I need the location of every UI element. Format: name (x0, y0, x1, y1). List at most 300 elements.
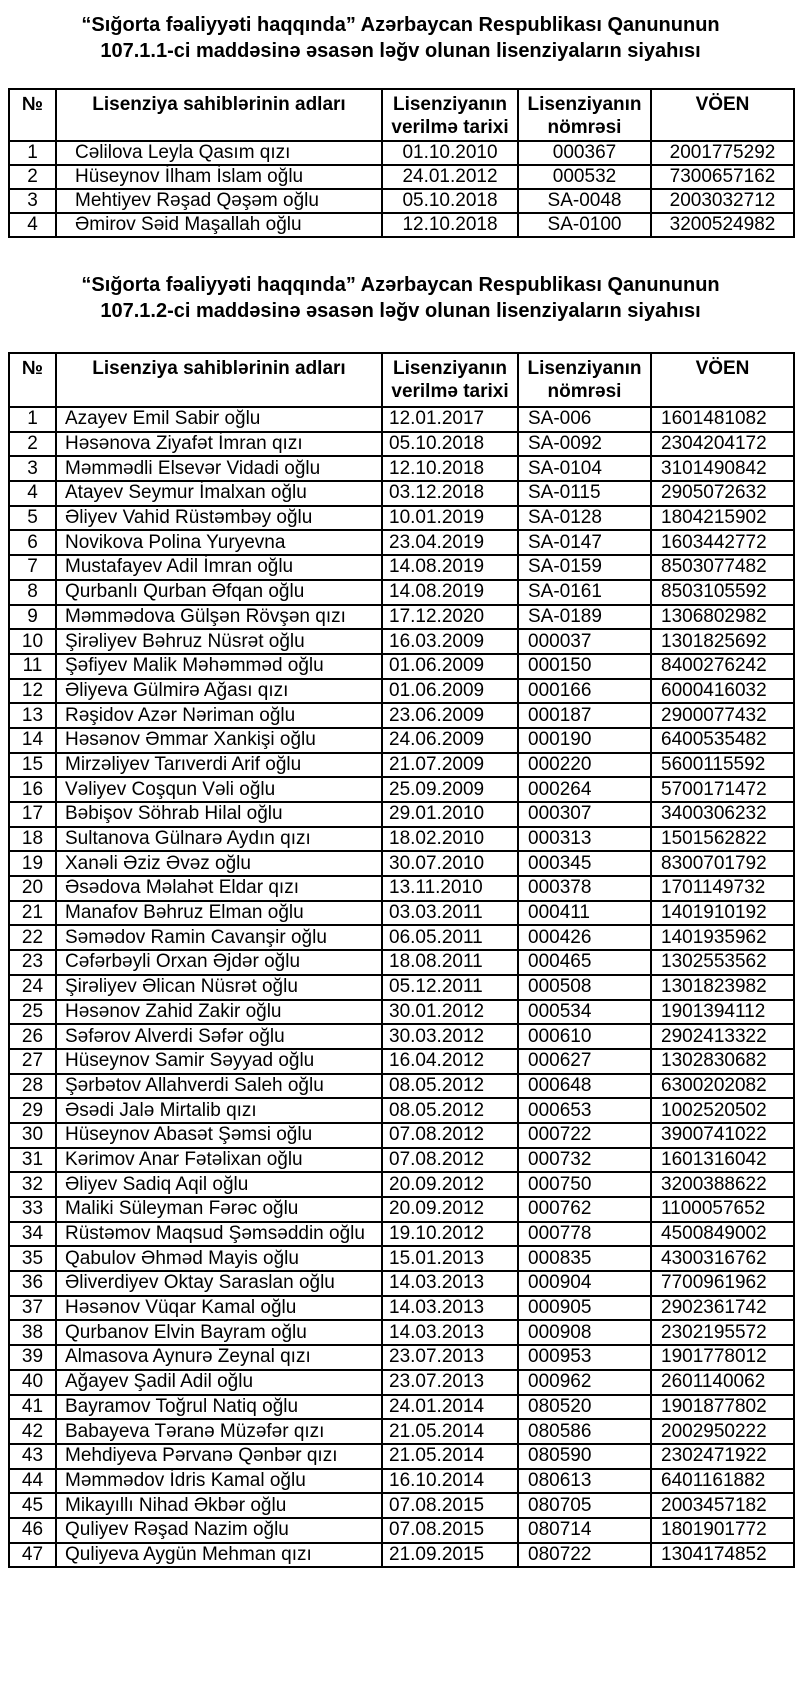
table-cell: 000345 (518, 851, 651, 876)
table-cell: 14.03.2013 (382, 1271, 518, 1296)
table-cell: 000037 (518, 629, 651, 654)
table-cell: 1002520502 (651, 1098, 794, 1123)
table-cell: 4 (9, 213, 56, 237)
table-row (9, 1172, 794, 1197)
title-line-2: 107.1.1-ci maddəsinə əsasən ləğv olunan lisenziyaların siyahısı (100, 40, 701, 62)
table-row (9, 1049, 794, 1074)
table-cell: 000750 (518, 1172, 651, 1197)
table-cell: 13.11.2010 (382, 876, 518, 901)
table-cell: 000610 (518, 1024, 651, 1049)
table-cell: 37 (9, 1296, 56, 1321)
table-cell: 8300701792 (651, 851, 794, 876)
table-cell: 23.07.2013 (382, 1345, 518, 1370)
title-line-1: “Sığorta fəaliyyəti haqqında” Azərbaycan Respublikası Qanununun (81, 274, 720, 296)
table-cell: 29 (9, 1098, 56, 1123)
table-cell: 2 (9, 432, 56, 457)
table-cell: Hüseynov Abasət Şəmsi oğlu (56, 1123, 382, 1148)
table-cell: 1601316042 (651, 1148, 794, 1173)
table-cell: 1901778012 (651, 1345, 794, 1370)
table-cell: 24.01.2012 (382, 165, 518, 189)
table-row (9, 407, 794, 432)
table-cell: SA-0147 (518, 530, 651, 555)
table-cell: Mirzəliyev Tarıverdi Arif oğlu (56, 753, 382, 778)
table-cell: 1301823982 (651, 975, 794, 1000)
table-cell: 1301825692 (651, 629, 794, 654)
table-cell: 16.03.2009 (382, 629, 518, 654)
table-cell: 24 (9, 975, 56, 1000)
table-cell: Məmmədov İdris Kamal oğlu (56, 1469, 382, 1494)
table-cell: 1401935962 (651, 925, 794, 950)
table-cell: 07.08.2015 (382, 1518, 518, 1543)
table-cell: 14.08.2019 (382, 580, 518, 605)
table-row (9, 777, 794, 802)
column-header: VÖEN (651, 89, 794, 141)
table-cell: 27 (9, 1049, 56, 1074)
table-cell: Həsənov Vüqar Kamal oğlu (56, 1296, 382, 1321)
column-header: Lisenziyanın nömrəsi (518, 353, 651, 407)
table-cell: 25 (9, 1000, 56, 1025)
table-cell: 080520 (518, 1395, 651, 1420)
table-cell: Rüstəmov Maqsud Şəmsəddin oğlu (56, 1222, 382, 1247)
table-cell: 07.08.2012 (382, 1148, 518, 1173)
table-cell: 080613 (518, 1469, 651, 1494)
table-cell: 2003457182 (651, 1493, 794, 1518)
table-cell: 20.09.2012 (382, 1172, 518, 1197)
table-row (9, 580, 794, 605)
table-cell: 1601481082 (651, 407, 794, 432)
table-cell: 6401161882 (651, 1469, 794, 1494)
table-cell: Quliyeva Aygün Mehman qızı (56, 1543, 382, 1568)
table-cell: 080705 (518, 1493, 651, 1518)
table-cell: 30.07.2010 (382, 851, 518, 876)
table-cell: 26 (9, 1024, 56, 1049)
table-cell: Məmmədova Gülşən Rövşən qızı (56, 605, 382, 630)
table-row (9, 901, 794, 926)
table-cell: 000313 (518, 827, 651, 852)
table-cell: 080586 (518, 1419, 651, 1444)
table-cell: Manafov Bəhruz Elman oğlu (56, 901, 382, 926)
table-cell: 000426 (518, 925, 651, 950)
table-cell: 07.08.2015 (382, 1493, 518, 1518)
table-cell: 2601140062 (651, 1370, 794, 1395)
table-row (9, 1543, 794, 1568)
table-cell: 000465 (518, 950, 651, 975)
table-cell: 1 (9, 407, 56, 432)
table-cell: Cəfərbəyli Orxan Əjdər oğlu (56, 950, 382, 975)
table-cell: 4 (9, 481, 56, 506)
table-row (9, 1518, 794, 1543)
table-cell: 33 (9, 1197, 56, 1222)
table-row (9, 432, 794, 457)
table-cell: 000962 (518, 1370, 651, 1395)
table-cell: 12.10.2018 (382, 213, 518, 237)
table-cell: 000378 (518, 876, 651, 901)
table-cell: 000190 (518, 728, 651, 753)
table-row (9, 141, 794, 165)
table-cell: 3 (9, 189, 56, 213)
table-cell: Sultanova Gülnarə Aydın qızı (56, 827, 382, 852)
table-cell: Maliki Süleyman Fərəc oğlu (56, 1197, 382, 1222)
table-cell: 6 (9, 530, 56, 555)
table-row (9, 876, 794, 901)
table-cell: 000187 (518, 703, 651, 728)
table-cell: 3900741022 (651, 1123, 794, 1148)
table-cell: Hüseynov Samir Səyyad oğlu (56, 1049, 382, 1074)
table-row (9, 728, 794, 753)
table-cell: 000220 (518, 753, 651, 778)
table-cell: 1306802982 (651, 605, 794, 630)
table-cell: 1501562822 (651, 827, 794, 852)
table-cell: 000648 (518, 1074, 651, 1099)
table-cell: Qurbanlı Qurban Əfqan oğlu (56, 580, 382, 605)
table-cell: 000778 (518, 1222, 651, 1247)
table-row (9, 679, 794, 704)
table-row (9, 629, 794, 654)
table-cell: 5600115592 (651, 753, 794, 778)
table-cell: Mustafayev Adil İmran oğlu (56, 555, 382, 580)
table-row (9, 1246, 794, 1271)
table-cell: 3400306232 (651, 802, 794, 827)
table-row (9, 1197, 794, 1222)
table-cell: 5700171472 (651, 777, 794, 802)
table-cell: 25.09.2009 (382, 777, 518, 802)
table-cell: 43 (9, 1444, 56, 1469)
column-header: VÖEN (651, 353, 794, 407)
table-cell: SA-006 (518, 407, 651, 432)
table-cell: Əliyev Sadiq Aqil oğlu (56, 1172, 382, 1197)
table-row (9, 1444, 794, 1469)
table-cell: 000732 (518, 1148, 651, 1173)
table-cell: Əsədova Məlahət Eldar qızı (56, 876, 382, 901)
table-cell: SA-0100 (518, 213, 651, 237)
table-cell: Azayev Emil Sabir oğlu (56, 407, 382, 432)
table-cell: 01.06.2009 (382, 679, 518, 704)
table-cell: SA-0104 (518, 456, 651, 481)
table-cell: 000166 (518, 679, 651, 704)
header-row (9, 353, 794, 407)
table-cell: 24.01.2014 (382, 1395, 518, 1420)
table-cell: 7300657162 (651, 165, 794, 189)
table-cell: 14.03.2013 (382, 1296, 518, 1321)
table-row (9, 654, 794, 679)
table-cell: 4500849002 (651, 1222, 794, 1247)
table-cell: 7700961962 (651, 1271, 794, 1296)
table-cell: 05.10.2018 (382, 189, 518, 213)
table-cell: Əsədi Jalə Mirtalib qızı (56, 1098, 382, 1123)
table-cell: 000908 (518, 1320, 651, 1345)
section-title-107-1-1 (8, 12, 793, 64)
table-cell: 01.06.2009 (382, 654, 518, 679)
table-cell: SA-0128 (518, 506, 651, 531)
table-row (9, 165, 794, 189)
table-row (9, 213, 794, 237)
table-row (9, 1296, 794, 1321)
table-row (9, 605, 794, 630)
table-row (9, 1320, 794, 1345)
table-cell: 28 (9, 1074, 56, 1099)
table-cell: SA-0092 (518, 432, 651, 457)
table-cell: 14 (9, 728, 56, 753)
table-cell: 05.12.2011 (382, 975, 518, 1000)
table-cell: Əliverdiyev Oktay Saraslan oğlu (56, 1271, 382, 1296)
table-row (9, 1074, 794, 1099)
table-cell: 30.03.2012 (382, 1024, 518, 1049)
table-cell: 47 (9, 1543, 56, 1568)
table-cell: 11 (9, 654, 56, 679)
table-cell: Cəlilova Leyla Qasım qızı (56, 141, 382, 165)
table-cell: 18.02.2010 (382, 827, 518, 852)
table-row (9, 189, 794, 213)
table-cell: 4300316762 (651, 1246, 794, 1271)
table-row (9, 851, 794, 876)
table-cell: 6300202082 (651, 1074, 794, 1099)
table-cell: Vəliyev Coşqun Vəli oğlu (56, 777, 382, 802)
table-cell: 17.12.2020 (382, 605, 518, 630)
table-cell: 2902413322 (651, 1024, 794, 1049)
table-cell: 2002950222 (651, 1419, 794, 1444)
table-row (9, 1024, 794, 1049)
table-cell: 21 (9, 901, 56, 926)
table-cell: 1 (9, 141, 56, 165)
header-row (9, 89, 794, 141)
table-cell: 8503105592 (651, 580, 794, 605)
table-row (9, 753, 794, 778)
table-cell: 080714 (518, 1518, 651, 1543)
table-cell: 000835 (518, 1246, 651, 1271)
table-cell: 1302553562 (651, 950, 794, 975)
table-cell: 2304204172 (651, 432, 794, 457)
column-header: № (9, 353, 56, 407)
table-cell: Şəfiyev Malik Məhəmməd oğlu (56, 654, 382, 679)
table-cell: Səfərov Alverdi Səfər oğlu (56, 1024, 382, 1049)
table-row (9, 1345, 794, 1370)
title-line-1: “Sığorta fəaliyyəti haqqında” Azərbaycan Respublikası Qanununun (81, 14, 720, 36)
table-row (9, 1123, 794, 1148)
table-cell: 000953 (518, 1345, 651, 1370)
table-cell: 10.01.2019 (382, 506, 518, 531)
table-cell: 6000416032 (651, 679, 794, 704)
table-cell: Şirəliyev Bəhruz Nüsrət oğlu (56, 629, 382, 654)
table-cell: 18 (9, 827, 56, 852)
table-cell: 15 (9, 753, 56, 778)
table-cell: 40 (9, 1370, 56, 1395)
table-cell: 23 (9, 950, 56, 975)
table-cell: 1304174852 (651, 1543, 794, 1568)
table-cell: 000264 (518, 777, 651, 802)
table-cell: 2003032712 (651, 189, 794, 213)
column-header: № (9, 89, 56, 141)
table-row (9, 703, 794, 728)
table-row (9, 481, 794, 506)
column-header: Lisenziyanın nömrəsi (518, 89, 651, 141)
table-cell: 000627 (518, 1049, 651, 1074)
table-row (9, 1000, 794, 1025)
table-cell: Xanəli Əziz Əvəz oğlu (56, 851, 382, 876)
license-table-107-1-2 (8, 352, 795, 1568)
table-cell: 03.12.2018 (382, 481, 518, 506)
table-cell: Qabulov Əhməd Mayis oğlu (56, 1246, 382, 1271)
table-cell: Mehtiyev Rəşad Qəşəm oğlu (56, 189, 382, 213)
table-cell: 1401910192 (651, 901, 794, 926)
table-cell: 12.10.2018 (382, 456, 518, 481)
table-cell: 1901877802 (651, 1395, 794, 1420)
table-cell: 8503077482 (651, 555, 794, 580)
table-cell: 06.05.2011 (382, 925, 518, 950)
title-line-2: 107.1.2-ci maddəsinə əsasən ləğv olunan lisenziyaların siyahısı (100, 300, 701, 322)
section-title-107-1-2 (8, 272, 793, 324)
table-row (9, 1098, 794, 1123)
table-cell: SA-0189 (518, 605, 651, 630)
table-cell: 35 (9, 1246, 56, 1271)
table-cell: 29.01.2010 (382, 802, 518, 827)
table-cell: 1100057652 (651, 1197, 794, 1222)
table-cell: 20.09.2012 (382, 1197, 518, 1222)
table-cell: 080722 (518, 1543, 651, 1568)
table-cell: 08.05.2012 (382, 1098, 518, 1123)
table-row (9, 975, 794, 1000)
table-cell: 03.03.2011 (382, 901, 518, 926)
table-row (9, 1419, 794, 1444)
table-row (9, 555, 794, 580)
table-cell: 2001775292 (651, 141, 794, 165)
table-cell: 2302471922 (651, 1444, 794, 1469)
table-cell: Mehdiyeva Pərvanə Qənbər qızı (56, 1444, 382, 1469)
table-cell: 14.03.2013 (382, 1320, 518, 1345)
section-107-1-2 (8, 272, 793, 1568)
table-cell: 36 (9, 1271, 56, 1296)
table-cell: 8 (9, 580, 56, 605)
table-cell: 32 (9, 1172, 56, 1197)
table-cell: Atayev Seymur İmalxan oğlu (56, 481, 382, 506)
section-107-1-1 (8, 12, 793, 238)
table-cell: 000722 (518, 1123, 651, 1148)
table-cell: 08.05.2012 (382, 1074, 518, 1099)
table-cell: 1801901772 (651, 1518, 794, 1543)
table-cell: Mikayıllı Nihad Əkbər oğlu (56, 1493, 382, 1518)
table-cell: SA-0115 (518, 481, 651, 506)
table-row (9, 1493, 794, 1518)
table-cell: SA-0161 (518, 580, 651, 605)
table-cell: Səmədov Ramin Cavanşir oğlu (56, 925, 382, 950)
table-row (9, 456, 794, 481)
table-cell: 41 (9, 1395, 56, 1420)
table-cell: Şərbətov Allahverdi Saleh oğlu (56, 1074, 382, 1099)
table-cell: Həsənov Zahid Zakir oğlu (56, 1000, 382, 1025)
table-cell: 2902361742 (651, 1296, 794, 1321)
table-cell: 3200524982 (651, 213, 794, 237)
table-row (9, 1370, 794, 1395)
table-cell: Hüseynov İlham İslam oğlu (56, 165, 382, 189)
table-cell: 21.09.2015 (382, 1543, 518, 1568)
table-cell: Həsənov Əmmar Xankişi oğlu (56, 728, 382, 753)
table-cell: 000534 (518, 1000, 651, 1025)
table-cell: 1302830682 (651, 1049, 794, 1074)
table-row (9, 1148, 794, 1173)
table-cell: SA-0048 (518, 189, 651, 213)
table-cell: Məmmədli Elsevər Vidadi oğlu (56, 456, 382, 481)
table-cell: 14.08.2019 (382, 555, 518, 580)
table-cell: 07.08.2012 (382, 1123, 518, 1148)
table-cell: 2 (9, 165, 56, 189)
table-cell: 05.10.2018 (382, 432, 518, 457)
table-cell: 46 (9, 1518, 56, 1543)
table-cell: 000508 (518, 975, 651, 1000)
table-row (9, 1395, 794, 1420)
table-cell: 12.01.2017 (382, 407, 518, 432)
table-cell: 000762 (518, 1197, 651, 1222)
table-cell: Rəşidov Azər Nəriman oğlu (56, 703, 382, 728)
table-row (9, 1222, 794, 1247)
table-cell: 10 (9, 629, 56, 654)
table-cell: 21.05.2014 (382, 1444, 518, 1469)
table-cell: 000411 (518, 901, 651, 926)
table-cell: Bayramov Toğrul Natiq oğlu (56, 1395, 382, 1420)
table-cell: 1603442772 (651, 530, 794, 555)
table-cell: 34 (9, 1222, 56, 1247)
table-cell: 23.06.2009 (382, 703, 518, 728)
table-cell: 000653 (518, 1098, 651, 1123)
table-cell: 01.10.2010 (382, 141, 518, 165)
table-cell: 15.01.2013 (382, 1246, 518, 1271)
table-cell: 21.07.2009 (382, 753, 518, 778)
table-cell: Novikova Polina Yuryevna (56, 530, 382, 555)
table-row (9, 530, 794, 555)
table-cell: Qurbanov Elvin Bayram oğlu (56, 1320, 382, 1345)
table-cell: Şirəliyev Əlican Nüsrət oğlu (56, 975, 382, 1000)
table-cell: 16.04.2012 (382, 1049, 518, 1074)
table-cell: Babayeva Təranə Müzəfər qızı (56, 1419, 382, 1444)
table-row (9, 506, 794, 531)
table-cell: 16.10.2014 (382, 1469, 518, 1494)
license-table-107-1-1 (8, 88, 795, 238)
table-cell: 19 (9, 851, 56, 876)
table-cell: Kərimov Anar Fətəlixan oğlu (56, 1148, 382, 1173)
table-row (9, 802, 794, 827)
table-cell: 3101490842 (651, 456, 794, 481)
table-row (9, 1271, 794, 1296)
table-cell: 000532 (518, 165, 651, 189)
table-cell: 39 (9, 1345, 56, 1370)
table-cell: 19.10.2012 (382, 1222, 518, 1247)
table-cell: Əliyev Vahid Rüstəmbəy oğlu (56, 506, 382, 531)
table-cell: 23.04.2019 (382, 530, 518, 555)
column-header: Lisenziyanın verilmə tarixi (382, 353, 518, 407)
table-cell: 22 (9, 925, 56, 950)
table-cell: 12 (9, 679, 56, 704)
table-cell: 23.07.2013 (382, 1370, 518, 1395)
table-cell: 13 (9, 703, 56, 728)
table-cell: Əmirov Səid Maşallah oğlu (56, 213, 382, 237)
table-cell: 1804215902 (651, 506, 794, 531)
table-cell: 8400276242 (651, 654, 794, 679)
table-cell: 9 (9, 605, 56, 630)
table-cell: 080590 (518, 1444, 651, 1469)
table-cell: 17 (9, 802, 56, 827)
table-cell: SA-0159 (518, 555, 651, 580)
table-cell: 2900077432 (651, 703, 794, 728)
table-cell: Quliyev Rəşad Nazim oğlu (56, 1518, 382, 1543)
table-cell: 24.06.2009 (382, 728, 518, 753)
table-cell: 2302195572 (651, 1320, 794, 1345)
table-cell: Bəbişov Söhrab Hilal oğlu (56, 802, 382, 827)
table-cell: 3 (9, 456, 56, 481)
table-cell: 1701149732 (651, 876, 794, 901)
table-cell: Almasova Aynurə Zeynal qızı (56, 1345, 382, 1370)
column-header: Lisenziya sahiblərinin adları (56, 89, 382, 141)
table-cell: 30 (9, 1123, 56, 1148)
table-cell: 000905 (518, 1296, 651, 1321)
table-cell: 45 (9, 1493, 56, 1518)
